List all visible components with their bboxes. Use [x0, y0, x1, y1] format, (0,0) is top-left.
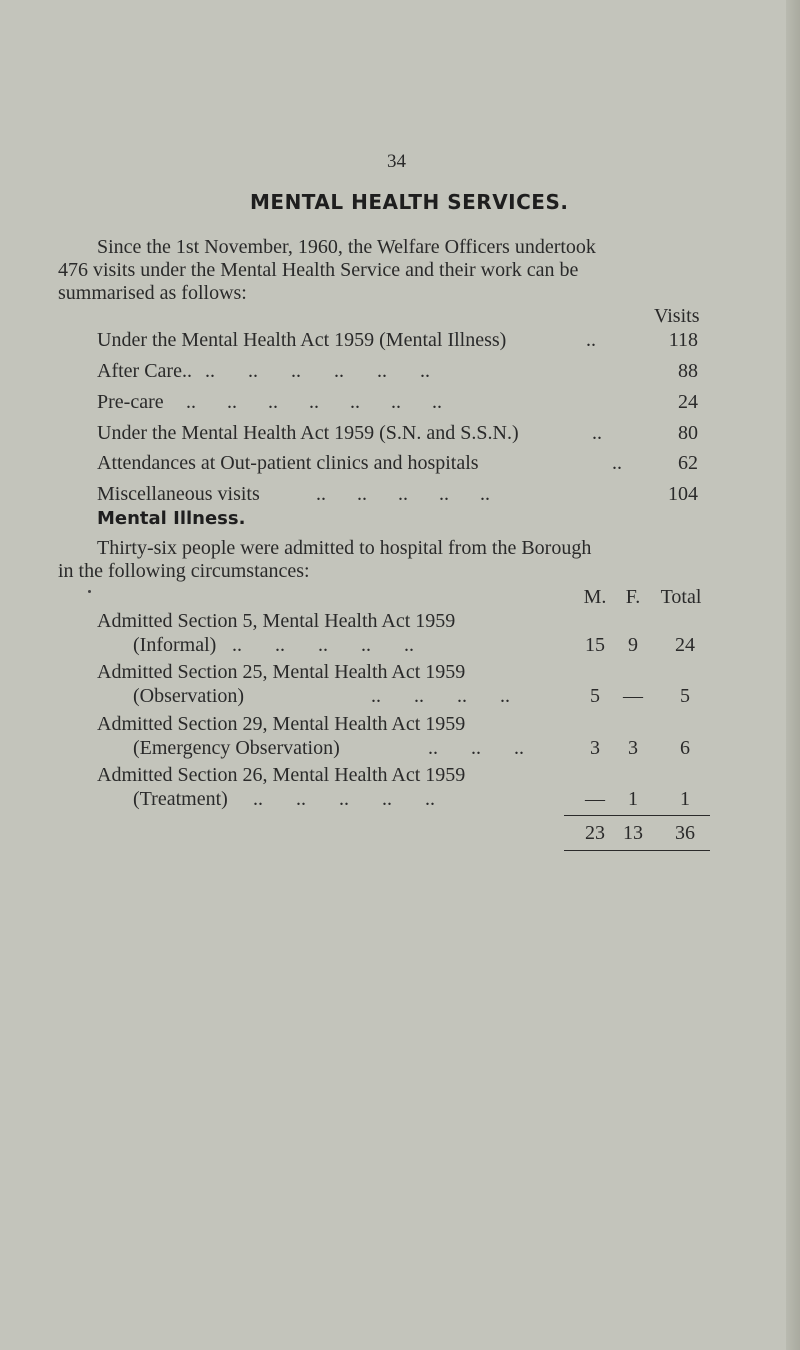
column-header-male: M. — [583, 586, 607, 608]
admission-row-leader: .. .. .. .. .. — [253, 788, 435, 810]
visits-row-leader: .. .. .. .. .. — [316, 483, 490, 505]
visits-row-value: 104 — [668, 483, 698, 505]
page-title: MENTAL HEALTH SERVICES. — [250, 190, 569, 214]
visits-row-value: 62 — [678, 452, 698, 474]
visits-row-leader: .. .. .. .. .. .. — [205, 360, 430, 382]
visits-row-leader: .. — [586, 329, 596, 351]
admission-row-subtitle: (Observation) — [133, 685, 245, 707]
visits-row-label: Attendances at Out-patient clinics and hospitals — [97, 452, 479, 474]
admission-row-female: 9 — [628, 634, 638, 656]
admission-row-title: Admitted Section 26, Mental Health Act 1959 — [97, 764, 466, 786]
visits-row-value: 118 — [668, 329, 698, 351]
visits-row-label: Under the Mental Health Act 1959 (Mental Illness) — [97, 329, 507, 351]
section-heading-mental-illness: Mental Illness. — [97, 508, 246, 529]
mental-illness-intro-line-1: Thirty-six people were admitted to hospital from the Borough — [97, 537, 592, 559]
admission-row-male: 5 — [590, 685, 600, 707]
page-number: 34 — [387, 151, 406, 172]
admission-row-leader: .. .. .. — [428, 737, 524, 759]
admission-row-subtitle: (Emergency Observation) — [133, 737, 340, 759]
visits-column-header: Visits — [654, 305, 700, 327]
total-overall: 36 — [675, 822, 695, 844]
visits-row-value: 80 — [678, 422, 698, 444]
intro-line-3: summarised as follows: — [58, 282, 247, 304]
visits-row-leader: .. — [612, 452, 622, 474]
column-header-total: Total — [660, 586, 702, 608]
total-male: 23 — [585, 822, 605, 844]
admission-row-female: — — [623, 685, 643, 707]
admission-row-male: — — [585, 788, 605, 810]
total-female: 13 — [623, 822, 643, 844]
admission-row-leader: .. .. .. .. — [371, 685, 510, 707]
totals-bottom-rule — [564, 850, 710, 851]
admission-row-total: 24 — [675, 634, 695, 656]
visits-row-label: After Care.. — [97, 360, 192, 382]
mental-illness-intro-line-2: in the following circumstances: — [58, 560, 310, 582]
admission-row-male: 15 — [585, 634, 605, 656]
visits-row-value: 24 — [678, 391, 698, 413]
intro-line-2: 476 visits under the Mental Health Service and their work can be — [58, 259, 579, 281]
visits-row-label: Pre-care — [97, 391, 164, 413]
totals-top-rule — [564, 815, 710, 816]
visits-row-leader: .. — [592, 422, 602, 444]
admission-row-title: Admitted Section 5, Mental Health Act 1959 — [97, 610, 456, 632]
page-edge-shadow — [786, 0, 800, 1350]
visits-row-leader: .. .. .. .. .. .. .. — [186, 391, 442, 413]
admission-row-leader: .. .. .. .. .. — [232, 634, 414, 656]
admission-row-total: 6 — [680, 737, 690, 759]
intro-line-1: Since the 1st November, 1960, the Welfare Officers undertook — [97, 236, 596, 258]
stray-mark — [88, 590, 91, 593]
admission-row-title: Admitted Section 25, Mental Health Act 1959 — [97, 661, 466, 683]
visits-row-label: Miscellaneous visits — [97, 483, 260, 505]
admission-row-title: Admitted Section 29, Mental Health Act 1959 — [97, 713, 466, 735]
admission-row-female: 3 — [628, 737, 638, 759]
visits-row-value: 88 — [678, 360, 698, 382]
admission-row-subtitle: (Treatment) — [133, 788, 228, 810]
visits-row-label: Under the Mental Health Act 1959 (S.N. and S.S.N.) — [97, 422, 519, 444]
admission-row-total: 5 — [680, 685, 690, 707]
column-header-female: F. — [625, 586, 641, 608]
admission-row-male: 3 — [590, 737, 600, 759]
admission-row-female: 1 — [628, 788, 638, 810]
admission-row-subtitle: (Informal) — [133, 634, 217, 656]
admission-row-total: 1 — [680, 788, 690, 810]
